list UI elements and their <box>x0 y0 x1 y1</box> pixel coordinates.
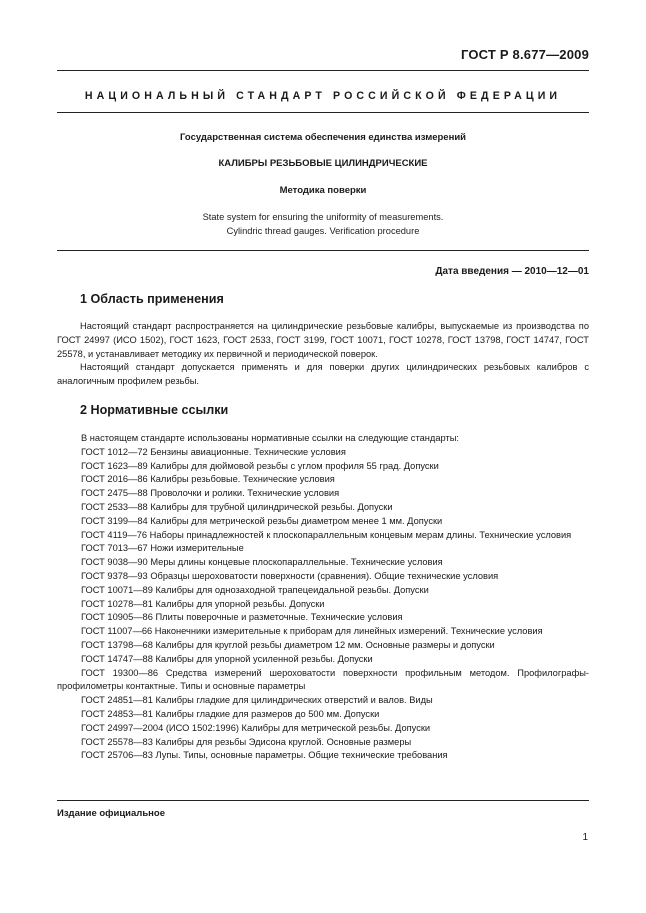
reference-item: ГОСТ 24851—81 Калибры гладкие для цилиндрических отверстий и валов. Виды <box>81 695 433 706</box>
reference-item: ГОСТ 4119—76 Наборы принадлежностей к плоскопараллельным концевым мерам длины. Технические условия <box>81 529 572 540</box>
english-title-line-1: State system for ensuring the uniformity of measurements. <box>202 212 444 222</box>
national-standard-banner: НАЦИОНАЛЬНЫЙ СТАНДАРТ РОССИЙСКОЙ ФЕДЕРАЦИИ <box>84 90 562 102</box>
reference-item: ГОСТ 25706—83 Лупы. Типы, основные параметры. Общие технические требования <box>81 750 448 761</box>
header-rule <box>57 70 589 71</box>
system-title: Государственная система обеспечения единства измерений <box>179 132 467 143</box>
references-intro: В настоящем стандарте использованы нормативные ссылки на следующие стандарты: <box>81 433 460 443</box>
reference-item: ГОСТ 1623—89 Калибры для дюймовой резьбы с углом профиля 55 град. Допуски <box>81 460 439 471</box>
gost-code: ГОСТ Р 8.677—2009 <box>460 47 589 62</box>
reference-item: ГОСТ 10278—81 Калибры для упорной резьбы. Допуски <box>81 598 325 609</box>
normative-references <box>57 432 589 763</box>
reference-item: ГОСТ 10071—89 Калибры для однозаходной трапецеидальной резьбы. Допуски <box>81 584 429 595</box>
english-title <box>57 210 589 238</box>
section-2-heading: 2 Нормативные ссылки <box>80 403 229 417</box>
reference-item: ГОСТ 14747—88 Калибры для упорной усиленной резьбы. Допуски <box>81 653 373 664</box>
document-subtitle: Методика поверки <box>279 185 367 196</box>
section-1-paragraph-1: Настоящий стандарт распространяется на цилиндрические резьбовые калибры, выпускаемые из производства по ГОСТ 24997 (ИСО 1502), ГОСТ 1623, ГОСТ 2533, ГОСТ 3199, ГОСТ 10071, ГОСТ 10278, ГОСТ 13798, ГОСТ 14747, ГОСТ 25578, и устанавливает методику их первичной и периодической поверок. <box>57 321 589 359</box>
reference-item: ГОСТ 9038—90 Меры длины концевые плоскопараллельные. Технические условия <box>81 557 443 568</box>
reference-item: ГОСТ 19300—86 Средства измерений шероховатости поверхности профильным методом. Профилографы-профилометры контактные. Типы и основные параметры <box>57 667 589 692</box>
reference-item: ГОСТ 11007—66 Наконечники измерительные к приборам для линейных измерений. Технические условия <box>81 626 543 637</box>
footer-rule <box>57 800 589 801</box>
reference-item: ГОСТ 2533—88 Калибры для трубной цилиндрической резьбы. Допуски <box>81 501 393 512</box>
reference-item: ГОСТ 10905—86 Плиты поверочные и разметочные. Технические условия <box>81 612 403 623</box>
reference-item: ГОСТ 24997—2004 (ИСО 1502:1996) Калибры для метрической резьбы. Допуски <box>81 722 431 733</box>
reference-item: ГОСТ 25578—83 Калибры для резьбы Эдисона круглой. Основные размеры <box>81 736 412 747</box>
english-title-line-2: Cylindric thread gauges. Verification procedure <box>226 226 420 236</box>
reference-item: ГОСТ 1012—72 Бензины авиационные. Технические условия <box>81 446 346 457</box>
reference-item: ГОСТ 2475—88 Проволочки и ролики. Технические условия <box>81 488 340 499</box>
reference-item: ГОСТ 7013—67 Ножи измерительные <box>81 543 244 554</box>
section-1-heading: 1 Область применения <box>80 292 224 306</box>
introduction-date: Дата введения — 2010—12—01 <box>435 266 589 277</box>
reference-item: ГОСТ 9378—93 Образцы шероховатости поверхности (сравнения). Общие технические условия <box>81 570 499 581</box>
document-title: КАЛИБРЫ РЕЗЬБОВЫЕ ЦИЛИНДРИЧЕСКИЕ <box>218 158 428 169</box>
page-number: 1 <box>582 832 588 843</box>
reference-item: ГОСТ 2016—86 Калибры резьбовые. Технические условия <box>81 474 335 485</box>
banner-rule <box>57 112 589 113</box>
title-rule <box>57 250 589 251</box>
reference-item: ГОСТ 3199—84 Калибры для метрической резьбы диаметром менее 1 мм. Допуски <box>81 515 443 526</box>
reference-item: ГОСТ 13798—68 Калибры для круглой резьбы диаметром 12 мм. Основные размеры и допуски <box>81 639 495 650</box>
official-edition-label: Издание официальное <box>57 808 165 819</box>
reference-item: ГОСТ 24853—81 Калибры гладкие для размеров до 500 мм. Допуски <box>81 708 380 719</box>
section-1-paragraph-2: Настоящий стандарт допускается применять и для поверки других цилиндрических резьбовых калибров с аналогичным профилем резьбы. <box>57 362 589 386</box>
